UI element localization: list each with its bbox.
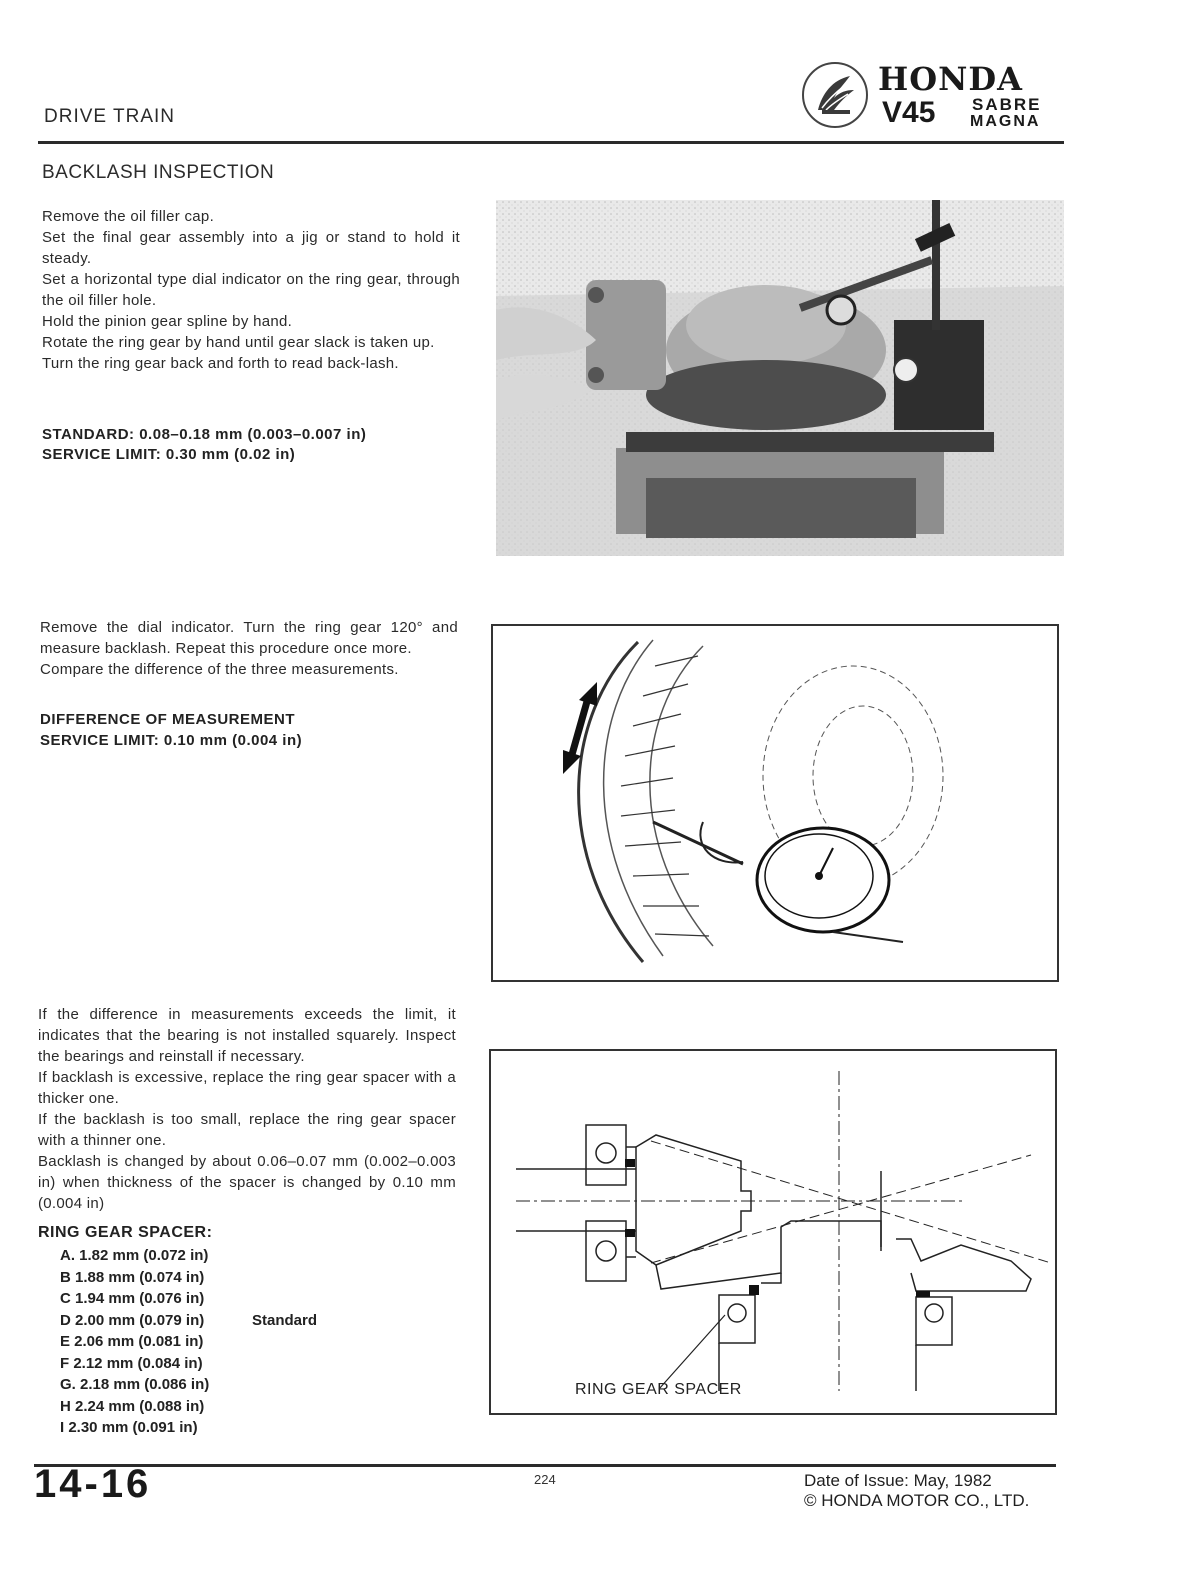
logo-variant-sabre: SABRE [972, 95, 1042, 114]
spacer-size: I 2.30 mm (0.091 in) [60, 1419, 198, 1436]
spacer-para-4: Backlash is changed by about 0.06–0.07 mm (0.002–0.003 in) when thickness of the spacer is changed by 0.10 mm (0.004 in) [38, 1153, 456, 1212]
copyright: © HONDA MOTOR CO., LTD. [804, 1491, 1030, 1510]
standard-spec: STANDARD: 0.08–0.18 mm (0.003–0.007 in) [42, 426, 367, 443]
section-header: DRIVE TRAIN [44, 106, 176, 127]
step-1: Remove the oil filler cap. [42, 208, 215, 225]
spacer-text [38, 1004, 456, 1214]
spacer-heading: RING GEAR SPACER: [38, 1224, 213, 1241]
issue-date: Date of Issue: May, 1982 [804, 1471, 992, 1490]
figure-ring-gear-spacer-section [489, 1049, 1057, 1415]
spacer-size-list [60, 1245, 317, 1439]
page-number: 224 [534, 1472, 556, 1487]
wing-emblem-icon [802, 62, 868, 128]
honda-logo [800, 58, 1070, 138]
spacer-figure-label: RING GEAR SPACER [575, 1381, 742, 1398]
difference-heading: DIFFERENCE OF MEASUREMENT [40, 711, 296, 728]
dial-indicator-icon [757, 828, 889, 932]
header-rule [38, 141, 1064, 144]
measure-step-2: Compare the difference of the three measurements. [40, 661, 399, 678]
spacer-para-3: If the backlash is too small, replace the ring gear spacer with a thinner one. [38, 1111, 456, 1149]
list-item [60, 1245, 317, 1267]
service-limit-spec: SERVICE LIMIT: 0.30 mm (0.02 in) [42, 446, 296, 463]
list-item [60, 1417, 317, 1439]
spacer-para-1: If the difference in measurements exceeds the limit, it indicates that the bearing is not installed squarely. Inspect the bearings and reinstall if necessary. [38, 1006, 456, 1065]
backlash-steps [42, 206, 460, 374]
page-title: BACKLASH INSPECTION [42, 162, 275, 183]
spacer-size: D 2.00 mm (0.079 in) [60, 1311, 205, 1329]
list-item [60, 1374, 317, 1396]
list-item [60, 1331, 317, 1353]
photo-dial-indicator-setup [496, 200, 1064, 556]
page-code: 14-16 [34, 1462, 152, 1506]
step-4: Hold the pinion gear spline by hand. [42, 313, 293, 330]
spacer-note-standard: Standard [252, 1311, 318, 1329]
logo-variant-magna: MAGNA [970, 113, 1041, 130]
logo-brand: HONDA [878, 60, 1023, 98]
difference-limit: SERVICE LIMIT: 0.10 mm (0.004 in) [40, 732, 303, 749]
list-item [60, 1288, 317, 1310]
footer-rule [34, 1464, 1056, 1467]
spacer-size: B 1.88 mm (0.074 in) [60, 1268, 205, 1286]
step-6: Turn the ring gear back and forth to read back-lash. [42, 355, 399, 372]
list-item [60, 1353, 317, 1375]
spacer-size: A. 1.82 mm (0.072 in) [60, 1247, 209, 1264]
step-5: Rotate the ring gear by hand until gear slack is taken up. [42, 334, 435, 351]
list-item [60, 1267, 317, 1289]
list-item [60, 1310, 317, 1332]
spacer-size: E 2.06 mm (0.081 in) [60, 1333, 204, 1350]
step-2: Set the final gear assembly into a jig or stand to hold it steady. [42, 229, 460, 267]
spacer-para-2: If backlash is excessive, replace the ring gear spacer with a thicker one. [38, 1069, 456, 1107]
spacer-size: G. 2.18 mm (0.086 in) [60, 1376, 210, 1393]
logo-model: V45 [882, 96, 936, 129]
spacer-size: F 2.12 mm (0.084 in) [60, 1354, 203, 1372]
list-item [60, 1396, 317, 1418]
measure-step-1: Remove the dial indicator. Turn the ring gear 120° and measure backlash. Repeat this procedure once more. [40, 619, 458, 657]
measure-steps [40, 617, 458, 680]
step-3: Set a horizontal type dial indicator on the ring gear, through the oil filler hole. [42, 271, 460, 309]
issue-info [804, 1471, 1029, 1511]
figure-ring-gear-dial [491, 624, 1059, 982]
spacer-size: C 1.94 mm (0.076 in) [60, 1290, 205, 1307]
spacer-size: H 2.24 mm (0.088 in) [60, 1397, 205, 1415]
